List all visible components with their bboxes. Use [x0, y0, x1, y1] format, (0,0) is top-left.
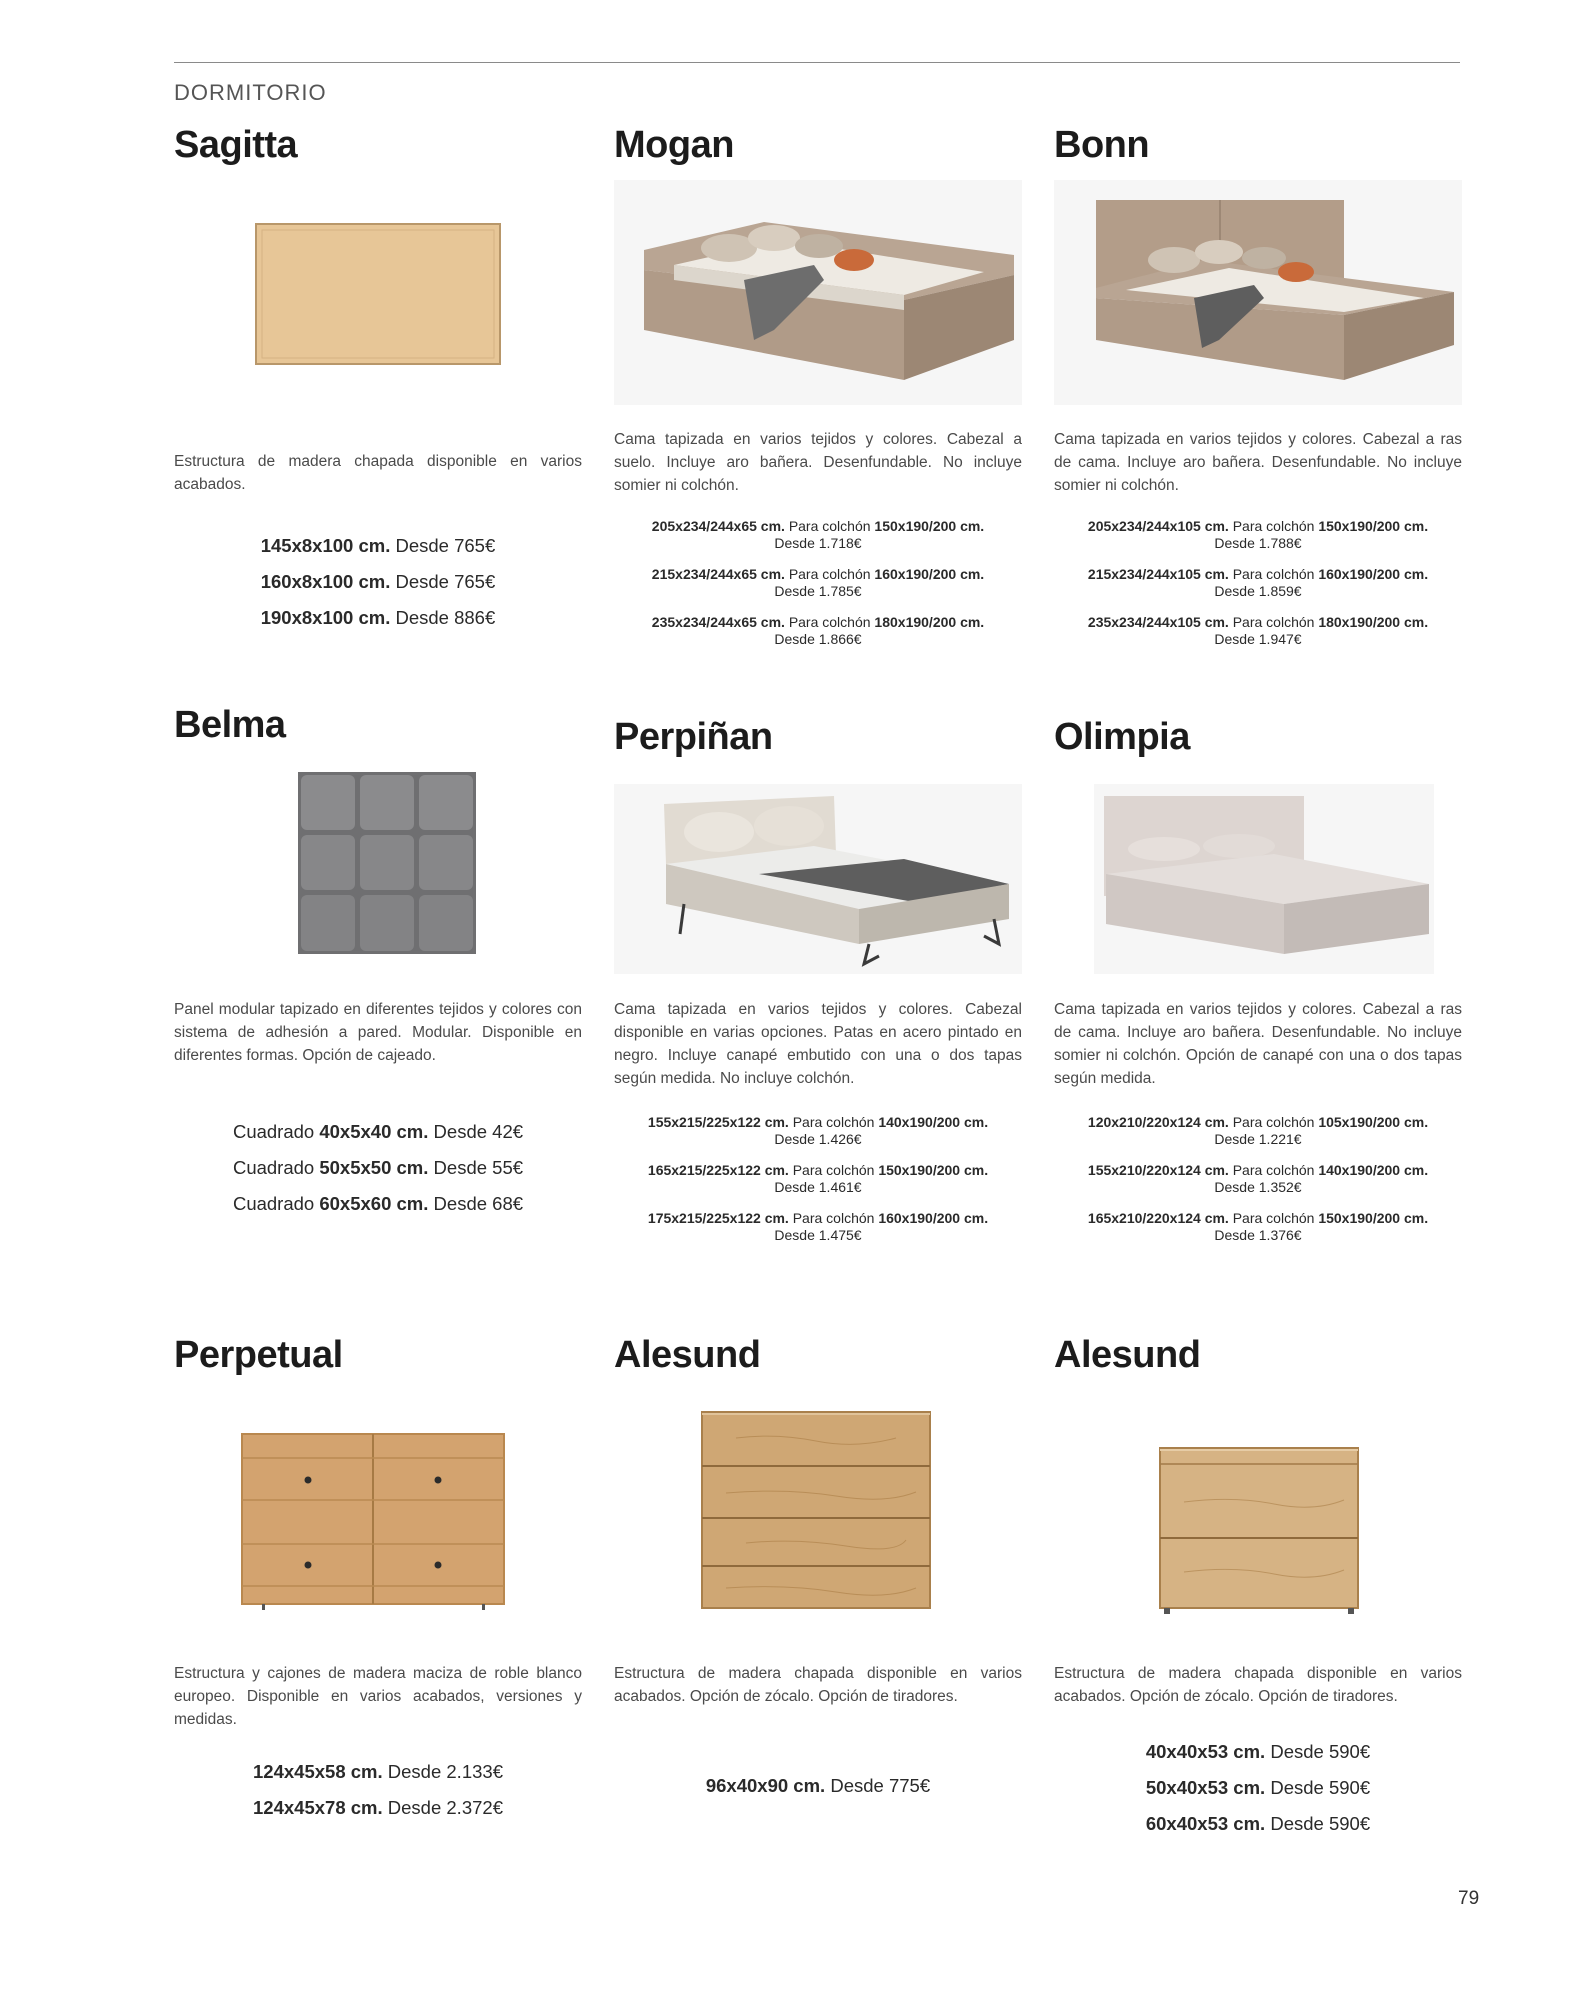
product-description: Estructura de madera chapada disponible en varios acabados. — [174, 453, 582, 493]
product-alesund-nightstand — [1054, 1330, 1462, 1850]
bonn-bed-image — [1054, 180, 1462, 405]
product-description: Estructura de madera chapada disponible en varios acabados. Opción de zócalo. Opción de tiradores. — [614, 1665, 1022, 1705]
price-list — [1054, 1734, 1462, 1842]
price-list — [1054, 1114, 1462, 1258]
price-list — [614, 1768, 1022, 1804]
price-item: 155x210/220x124 cm. Para colchón 140x190/200 cm. Desde 1.352€ — [1087, 1162, 1429, 1195]
price-item: 205x234/244x105 cm. Para colchón 150x190/200 cm. Desde 1.788€ — [1087, 518, 1429, 551]
price-list — [614, 518, 1022, 662]
price-item: 145x8x100 cm. Desde 765€ — [260, 535, 496, 556]
price-item: 215x234/244x65 cm. Para colchón 160x190/200 cm. Desde 1.785€ — [651, 566, 985, 599]
product-mogan — [614, 120, 1022, 660]
price-item: 235x234/244x105 cm. Para colchón 180x190/200 cm. Desde 1.947€ — [1087, 614, 1429, 647]
price-item: Cuadrado 40x5x40 cm. Desde 42€ — [232, 1121, 524, 1142]
alesund-chest-image — [696, 1408, 936, 1618]
product-title: Belma — [174, 704, 286, 746]
price-list — [174, 1754, 582, 1826]
price-item: Cuadrado 50x5x50 cm. Desde 55€ — [232, 1157, 524, 1178]
price-item: 165x210/220x124 cm. Para colchón 150x190/200 cm. Desde 1.376€ — [1087, 1210, 1429, 1243]
section-label: DORMITORIO — [174, 80, 327, 105]
price-item: 124x45x58 cm. Desde 2.133€ — [253, 1761, 503, 1782]
price-item: 124x45x78 cm. Desde 2.372€ — [253, 1797, 503, 1818]
sagitta-headboard-image — [254, 220, 504, 370]
product-title: Perpiñan — [614, 716, 773, 758]
product-perpinan — [614, 712, 1022, 1252]
price-list — [174, 1114, 582, 1222]
price-list — [1054, 518, 1462, 662]
price-list — [614, 1114, 1022, 1258]
product-bonn — [1054, 120, 1462, 660]
price-item: 215x234/244x105 cm. Para colchón 160x190/200 cm. Desde 1.859€ — [1087, 566, 1429, 599]
product-title: Alesund — [614, 1334, 761, 1376]
alesund-nightstand-image — [1154, 1442, 1364, 1622]
product-title: Bonn — [1054, 124, 1150, 166]
price-item: 235x234/244x65 cm. Para colchón 180x190/200 cm. Desde 1.866€ — [651, 614, 985, 647]
product-description: Estructura y cajones de madera maciza de roble blanco europeo. Disponible en varios acabados, versiones y medidas. — [174, 1665, 582, 1728]
price-item: 40x40x53 cm. Desde 590€ — [1145, 1741, 1371, 1762]
product-title: Sagitta — [174, 124, 298, 166]
product-description: Estructura de madera chapada disponible en varios acabados. Opción de zócalo. Opción de tiradores. — [1054, 1665, 1462, 1705]
perpetual-dresser-image — [238, 1428, 508, 1618]
product-olimpia — [1054, 712, 1462, 1252]
olimpia-bed-image — [1094, 784, 1434, 974]
price-item: 96x40x90 cm. Desde 775€ — [705, 1775, 931, 1796]
product-perpetual — [174, 1330, 582, 1850]
price-item: Cuadrado 60x5x60 cm. Desde 68€ — [232, 1193, 524, 1214]
product-alesund-chest — [614, 1330, 1022, 1850]
price-item: 155x215/225x122 cm. Para colchón 140x190/200 cm. Desde 1.426€ — [647, 1114, 989, 1147]
mogan-bed-image — [614, 180, 1022, 405]
top-divider — [174, 62, 1460, 63]
product-description: Panel modular tapizado en diferentes tejidos y colores con sistema de adhesión a pared. Modular. Disponible en diferentes formas. Opción de cajeado. — [174, 1001, 582, 1064]
product-title: Olimpia — [1054, 716, 1190, 758]
product-description: Cama tapizada en varios tejidos y colores. Cabezal disponible en varias opciones. Patas en acero pintado en negro. Incluye canapé embutido con una o dos tapas según medida. No incluye colchón. — [614, 1001, 1022, 1087]
price-item: 165x215/225x122 cm. Para colchón 150x190/200 cm. Desde 1.461€ — [647, 1162, 989, 1195]
belma-panel-image — [298, 772, 476, 954]
price-item: 175x215/225x122 cm. Para colchón 160x190/200 cm. Desde 1.475€ — [647, 1210, 989, 1243]
product-belma — [174, 700, 582, 1240]
page-number: 79 — [1458, 1888, 1480, 1909]
product-title: Mogan — [614, 124, 734, 166]
price-item: 120x210/220x124 cm. Para colchón 105x190/200 cm. Desde 1.221€ — [1087, 1114, 1429, 1147]
price-item: 205x234/244x65 cm. Para colchón 150x190/200 cm. Desde 1.718€ — [651, 518, 985, 551]
price-item: 190x8x100 cm. Desde 886€ — [260, 607, 496, 628]
perpinan-bed-image — [614, 784, 1022, 974]
price-item: 50x40x53 cm. Desde 590€ — [1145, 1777, 1371, 1798]
price-list — [174, 528, 582, 636]
product-title: Perpetual — [174, 1334, 343, 1376]
product-sagitta — [174, 120, 582, 640]
product-description: Cama tapizada en varios tejidos y colores. Cabezal a ras de cama. Incluye aro bañera. Desenfundable. No incluye somier ni colchón. — [1054, 431, 1462, 494]
price-item: 60x40x53 cm. Desde 590€ — [1145, 1813, 1371, 1834]
price-item: 160x8x100 cm. Desde 765€ — [260, 571, 496, 592]
product-description: Cama tapizada en varios tejidos y colores. Cabezal a suelo. Incluye aro bañera. Desenfundable. No incluye somier ni colchón. — [614, 431, 1022, 494]
product-title: Alesund — [1054, 1334, 1201, 1376]
product-description: Cama tapizada en varios tejidos y colores. Cabezal a ras de cama. Incluye aro bañera. Desenfundable. No incluye somier ni colchón. Opción de canapé con una o dos tapas según medida. — [1054, 1001, 1462, 1087]
